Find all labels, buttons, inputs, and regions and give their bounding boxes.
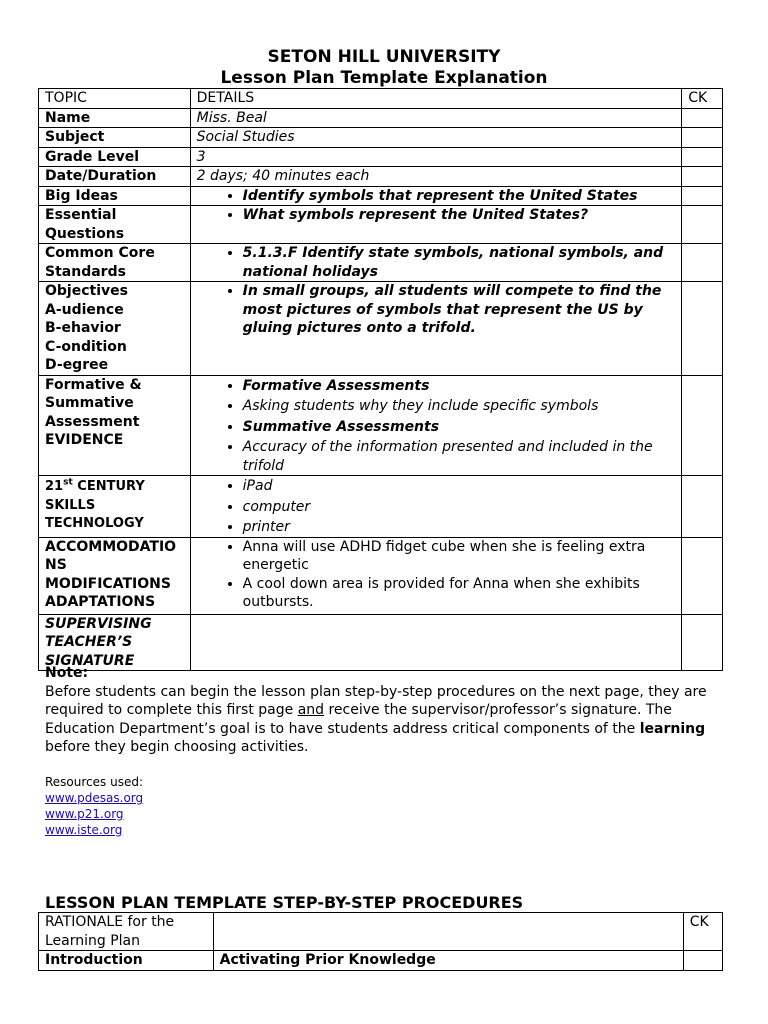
row-label-signature	[39, 614, 191, 671]
row-value-name: Miss. Beal	[190, 108, 682, 128]
row-label-assessment	[39, 375, 191, 476]
header-ck: CK	[682, 89, 723, 109]
label-line: SKILLS	[45, 497, 96, 513]
lesson-plan-table	[38, 88, 723, 671]
table-row	[39, 147, 723, 167]
ck-cell	[682, 186, 723, 206]
label-line: Essential	[45, 207, 117, 223]
document-subtitle: Lesson Plan Template Explanation	[220, 68, 548, 88]
header-ck: CK	[683, 913, 722, 951]
table-header-row	[39, 89, 723, 109]
label-line: B-ehavior	[45, 320, 121, 336]
label-line: NS	[45, 557, 67, 573]
label-superscript: st	[63, 477, 73, 488]
label-line: Questions	[45, 225, 125, 242]
label-line: MODIFICATIONS	[45, 575, 171, 592]
label-line: Standards	[45, 263, 126, 280]
row-value-subject: Social Studies	[190, 128, 682, 148]
resource-link-p21[interactable]: www.p21.org	[45, 807, 124, 821]
label-line: TEACHER’S	[45, 634, 133, 650]
table-row	[39, 951, 723, 971]
list-item: • Accuracy of the information presented and included in the trifold	[243, 438, 682, 475]
label-line: SIGNATURE	[45, 652, 135, 669]
row-value-accommodations	[190, 537, 682, 614]
list-item: • Asking students why they include specific symbols	[243, 397, 682, 416]
list-item: • In small groups, all students will compete to find the most pictures of symbols that represent the US by gluing pictures onto a trifold.	[243, 282, 682, 338]
ck-cell	[683, 951, 722, 971]
resource-link-pdesas[interactable]: www.pdesas.org	[45, 791, 144, 805]
list-item: • 5.1.3.F Identify state symbols, national symbols, and national holidays	[243, 244, 682, 281]
university-title: SETON HILL UNIVERSITY	[267, 47, 501, 67]
note-text: Before students can begin the lesson plan step-by-step procedures on the next page, they are required to complete this first page	[45, 683, 707, 719]
row-label-duration: Date/Duration	[39, 167, 191, 187]
table-row	[39, 913, 723, 951]
list-item: • printer	[243, 518, 682, 537]
table-row	[39, 167, 723, 187]
row-label-accommodations	[39, 537, 191, 614]
ck-cell	[682, 167, 723, 187]
label-line: Formative &	[45, 376, 142, 393]
row-label-name: Name	[39, 108, 191, 128]
row-value-objectives	[190, 282, 682, 376]
ck-cell	[682, 375, 723, 476]
list-item: • iPad	[243, 477, 682, 496]
label-line: TECHNOLOGY	[45, 516, 144, 531]
row-value-common-core	[190, 244, 682, 282]
ck-cell	[682, 537, 723, 614]
row-value-big-ideas	[190, 186, 682, 206]
row-value-assessment	[190, 375, 682, 476]
list-item: • A cool down area is provided for Anna when she exhibits outbursts.	[243, 575, 682, 612]
label-part: CENTURY	[72, 479, 145, 494]
table-row	[39, 614, 723, 671]
ck-cell	[682, 206, 723, 244]
row-label-essential	[39, 206, 191, 244]
row-label-subject: Subject	[39, 128, 191, 148]
resource-link-iste[interactable]: www.iste.org	[45, 823, 123, 837]
rationale-field[interactable]	[213, 913, 683, 951]
row-label-objectives	[39, 282, 191, 376]
row-label-21st-century	[39, 476, 191, 538]
note-heading: Note:	[45, 665, 89, 681]
note-paragraph	[45, 683, 725, 757]
ck-cell	[682, 282, 723, 376]
label-line: ACCOMMODATIO	[45, 538, 177, 555]
header-topic: TOPIC	[39, 89, 191, 109]
label-line: D-egree	[45, 357, 109, 373]
ck-cell	[682, 614, 723, 671]
table-row	[39, 206, 723, 244]
row-value-grade: 3	[190, 147, 682, 167]
note-text: receive the supervisor/professor’s signature. The Education Department’s goal is to have students address critical components of the	[45, 702, 672, 737]
label-part: 21	[45, 479, 64, 494]
note-text: before they begin choosing activities.	[45, 739, 309, 756]
label-line: Common Core	[45, 245, 155, 261]
label-line: Objectives	[45, 283, 128, 299]
list-item: • computer	[243, 498, 682, 517]
table-row	[39, 537, 723, 614]
row-value-introduction: Activating Prior Knowledge	[213, 951, 683, 971]
ck-cell	[682, 476, 723, 538]
note-emphasis-learning: learning	[639, 720, 706, 737]
row-label-grade: Grade Level	[39, 147, 191, 167]
note-section	[45, 664, 725, 757]
row-label-introduction: Introduction	[39, 951, 214, 971]
ck-cell	[682, 244, 723, 282]
row-value-duration: 2 days; 40 minutes each	[190, 167, 682, 187]
ck-cell	[682, 108, 723, 128]
table-row	[39, 244, 723, 282]
ck-cell	[682, 128, 723, 148]
table-row	[39, 375, 723, 476]
table-row	[39, 476, 723, 538]
ck-cell	[682, 147, 723, 167]
table-row	[39, 282, 723, 376]
row-value-21st-century	[190, 476, 682, 538]
label-line	[45, 476, 190, 497]
row-value-essential	[190, 206, 682, 244]
resources-section	[45, 774, 445, 838]
label-line: SUPERVISING	[45, 615, 152, 632]
header-details: DETAILS	[190, 89, 682, 109]
table-row	[39, 186, 723, 206]
list-item: • Summative Assessments	[243, 418, 682, 437]
label-line: C-ondition	[45, 338, 127, 355]
signature-field[interactable]	[190, 614, 682, 671]
row-label-big-ideas: Big Ideas	[39, 186, 191, 206]
label-line: Learning Plan	[45, 932, 141, 949]
label-line: ADAPTATIONS	[45, 594, 156, 610]
row-label-rationale	[39, 913, 214, 951]
label-line: Summative	[45, 395, 134, 411]
label-line: A-udience	[45, 301, 124, 318]
resources-heading: Resources used:	[45, 775, 143, 789]
list-item: • Anna will use ADHD fidget cube when she is feeling extra energetic	[243, 538, 682, 575]
label-line: EVIDENCE	[45, 432, 124, 448]
list-item: • Formative Assessments	[243, 377, 682, 396]
list-item: • What symbols represent the United States?	[243, 206, 682, 225]
label-line: Assessment	[45, 413, 140, 430]
procedures-title: LESSON PLAN TEMPLATE STEP-BY-STEP PROCEDURES	[45, 893, 524, 912]
row-label-common-core	[39, 244, 191, 282]
label-line: RATIONALE for the	[45, 914, 175, 930]
table-row	[39, 108, 723, 128]
procedures-table	[38, 912, 723, 971]
list-item: • Identify symbols that represent the United States	[243, 187, 682, 206]
note-emphasis-and: and	[297, 702, 325, 719]
table-row	[39, 128, 723, 148]
